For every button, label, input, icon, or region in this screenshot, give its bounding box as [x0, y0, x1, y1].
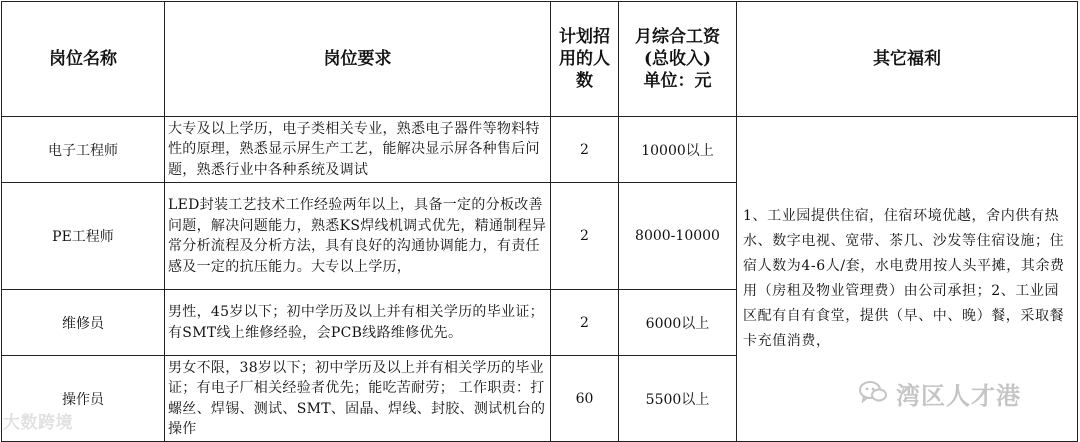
position-salary: 8000-10000 — [619, 183, 737, 290]
position-requirements: 男性，45岁以下；初中学历及以上并有相关学历的毕业证；有SMT线上维修经验，会PCB线路维修优先。 — [165, 290, 551, 356]
table-row — [2, 117, 1078, 183]
header-headcount: 计划招用的人数 — [551, 2, 619, 117]
watermark-right-text: 湾区人才港 — [896, 382, 1021, 410]
position-salary: 5500以上 — [619, 356, 737, 442]
position-headcount: 2 — [551, 117, 619, 183]
header-position: 岗位名称 — [2, 2, 165, 117]
position-name: 电子工程师 — [2, 117, 165, 183]
position-requirements: 男女不限，38岁以下；初中学历及以上并有相关学历的毕业证；有电子厂相关经验者优先；能吃苦耐劳； 工作职责：打螺丝、焊锡、测试、SMT、固晶、焊线、封胶、测试机台的操作 — [165, 356, 551, 442]
position-requirements: 大专及以上学历，电子类相关专业，熟悉电子器件等物料特性的原理，熟悉显示屏生产工艺，能解决显示屏各种售后问题，熟悉行业中各种系统及调试 — [165, 117, 551, 183]
header-benefits: 其它福利 — [737, 2, 1078, 117]
position-headcount: 60 — [551, 356, 619, 442]
position-name: 操作员 — [2, 356, 165, 442]
header-row — [2, 2, 1078, 117]
header-requirements: 岗位要求 — [165, 2, 551, 117]
position-name: PE工程师 — [2, 183, 165, 290]
header-salary-line1: 月综合工资 — [635, 27, 720, 47]
position-headcount: 2 — [551, 290, 619, 356]
position-salary: 6000以上 — [619, 290, 737, 356]
position-salary: 10000以上 — [619, 117, 737, 183]
header-salary — [619, 2, 737, 117]
watermark-right — [858, 376, 1021, 411]
position-headcount: 2 — [551, 183, 619, 290]
wechat-icon — [858, 378, 888, 410]
header-salary-line2: (总收入) — [643, 49, 712, 69]
header-salary-line3: 单位：元 — [643, 71, 712, 91]
position-name: 维修员 — [2, 290, 165, 356]
benefits-cell: 1、工业园提供住宿，住宿环境优越，舍内供有热水、数字电视、宽带、茶几、沙发等住宿设施；住宿人数为4-6人/套，水电费用按人头平摊，其余费用（房租及物业管理费）由公司承担；2、工业园区配有自有食堂，提供（早、中、晚）餐，采取餐卡充值消费， — [737, 117, 1078, 442]
position-requirements: LED封装工艺技术工作经验两年以上，具备一定的分板改善问题，解决问题能力，熟悉KS焊线机调式优先，精通制程异常分析流程及分析方法，具有良好的沟通协调能力，有责任感及一定的抗压能力。大专以上学历， — [165, 183, 551, 290]
watermark-left: 大数跨境 — [3, 413, 73, 433]
